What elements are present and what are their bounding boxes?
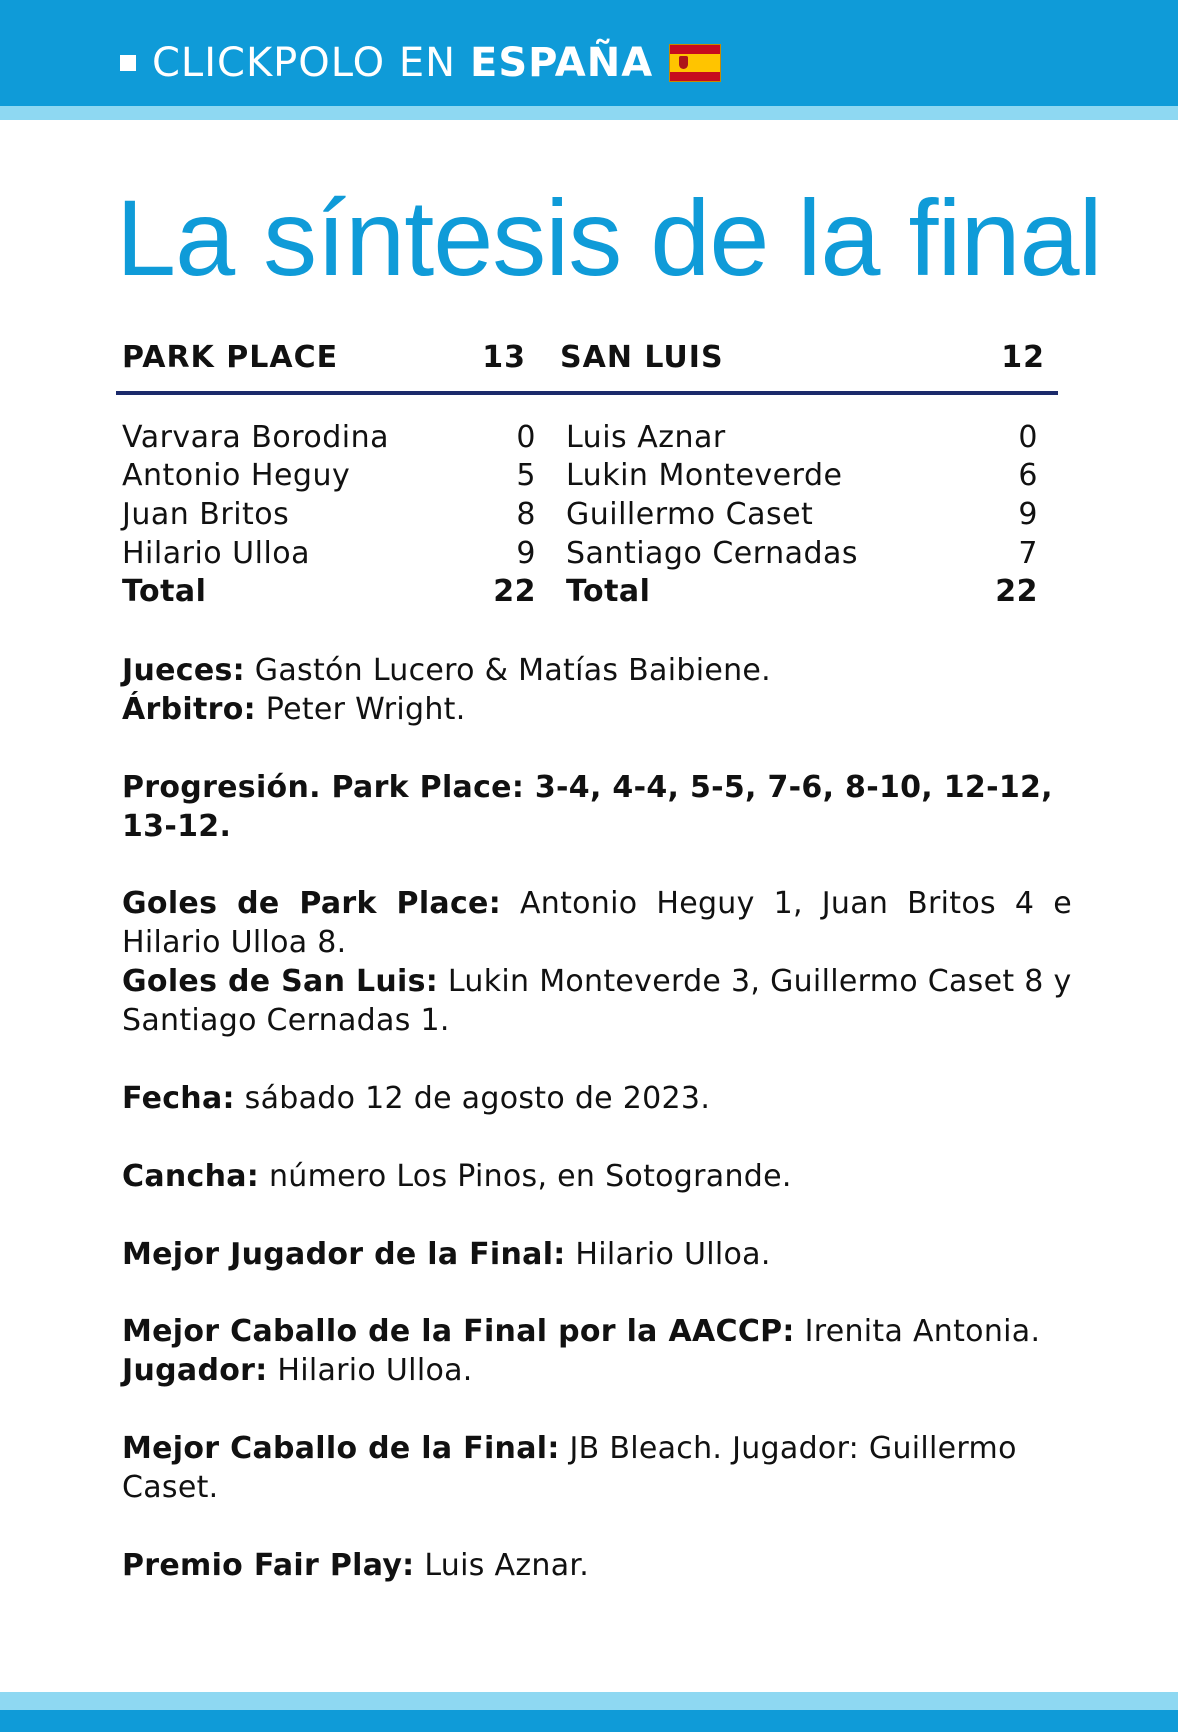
cancha-label: Cancha:: [122, 1159, 260, 1194]
fecha-label: Fecha:: [122, 1081, 235, 1116]
player-handicap: 5: [516, 458, 536, 493]
player-name: Santiago Cernadas: [566, 536, 859, 571]
team-divider: [116, 391, 1058, 395]
team-total: 22: [995, 574, 1038, 609]
total-label: Total: [122, 574, 207, 609]
player-name: Lukin Monteverde: [566, 458, 843, 493]
fair-play-label: Premio Fair Play:: [122, 1548, 415, 1583]
player-handicap: 9: [516, 536, 536, 571]
team-total: 22: [493, 574, 536, 609]
best-player-line: [122, 1235, 1072, 1274]
player-handicap: 6: [1018, 458, 1038, 493]
mejor-jugador-value: Hilario Ulloa.: [565, 1237, 771, 1272]
spain-flag-icon: [669, 44, 721, 82]
arbitro-label: Árbitro:: [122, 692, 256, 727]
player-handicap: 0: [1018, 420, 1038, 455]
mejor-caballo-aaccp-label: Mejor Caballo de la Final por la AACCP:: [122, 1314, 795, 1349]
mejor-jugador-label: Mejor Jugador de la Final:: [122, 1237, 566, 1272]
team-name-park-place: PARK PLACE: [122, 340, 339, 375]
footer-bar: [0, 1710, 1178, 1732]
player-handicap: 8: [516, 497, 536, 532]
mejor-caballo-label: Mejor Caballo de la Final:: [122, 1431, 560, 1466]
goles-pp-value: Antonio Heguy 1, Juan Britos 4 e Hilario Ulloa 8.: [122, 886, 1072, 960]
section-header: [120, 38, 721, 88]
page-title: La síntesis de la final: [116, 177, 1102, 298]
player-name: Juan Britos: [122, 497, 290, 532]
player-handicap: 0: [516, 420, 536, 455]
jueces-label: Jueces:: [122, 653, 245, 688]
player-name: Antonio Heguy: [122, 458, 351, 493]
header-label: CLICKPOLO EN: [152, 40, 457, 86]
date-line: [122, 1079, 1072, 1118]
header-country: ESPAÑA: [470, 40, 654, 86]
player-handicap: 9: [1018, 497, 1038, 532]
team-score-park-place: 13: [482, 340, 526, 375]
fair-play-value: Luis Aznar.: [414, 1548, 590, 1583]
team-score-san-luis: 12: [1001, 340, 1045, 375]
best-horse-line: [122, 1429, 1057, 1507]
fecha-value: sábado 12 de agosto de 2023.: [234, 1081, 711, 1116]
player-name: Guillermo Caset: [566, 497, 814, 532]
arbitro-value: Peter Wright.: [255, 692, 466, 727]
progression: Progresión. Park Place: 3-4, 4-4, 5-5, 7-6, 8-10, 12-12, 13-12.: [122, 770, 1053, 844]
jugador-label: Jugador:: [122, 1353, 268, 1388]
officials-block: [122, 651, 1072, 729]
header-stripe: [0, 106, 1178, 120]
footer-stripe: [0, 1692, 1178, 1710]
player-handicap: 7: [1018, 536, 1038, 571]
field-line: [122, 1157, 1072, 1196]
cancha-value: número Los Pinos, en Sotogrande.: [259, 1159, 792, 1194]
fair-play-line: [122, 1546, 1072, 1585]
mejor-caballo-aaccp-value: Irenita Antonia.: [794, 1314, 1041, 1349]
goles-sl-value: Lukin Monteverde 3, Guillermo Caset 8 y Santiago Cernadas 1.: [122, 964, 1072, 1038]
player-name: Varvara Borodina: [122, 420, 390, 455]
goals-park-place: [122, 884, 1072, 962]
square-bullet-icon: [120, 55, 136, 71]
jueces-value: Gastón Lucero & Matías Baibiene.: [244, 653, 772, 688]
mejor-caballo-value: JB Bleach. Jugador: Guillermo Caset.: [122, 1431, 1017, 1505]
total-label: Total: [566, 574, 651, 609]
jugador-value: Hilario Ulloa.: [267, 1353, 473, 1388]
goles-pp-label: Goles de Park Place:: [122, 886, 501, 921]
best-horse-aaccp-block: [122, 1312, 1072, 1390]
goals-san-luis: [122, 962, 1072, 1040]
player-name: Hilario Ulloa: [122, 536, 311, 571]
player-name: Luis Aznar: [566, 420, 726, 455]
goles-sl-label: Goles de San Luis:: [122, 964, 439, 999]
team-name-san-luis: SAN LUIS: [560, 340, 724, 375]
